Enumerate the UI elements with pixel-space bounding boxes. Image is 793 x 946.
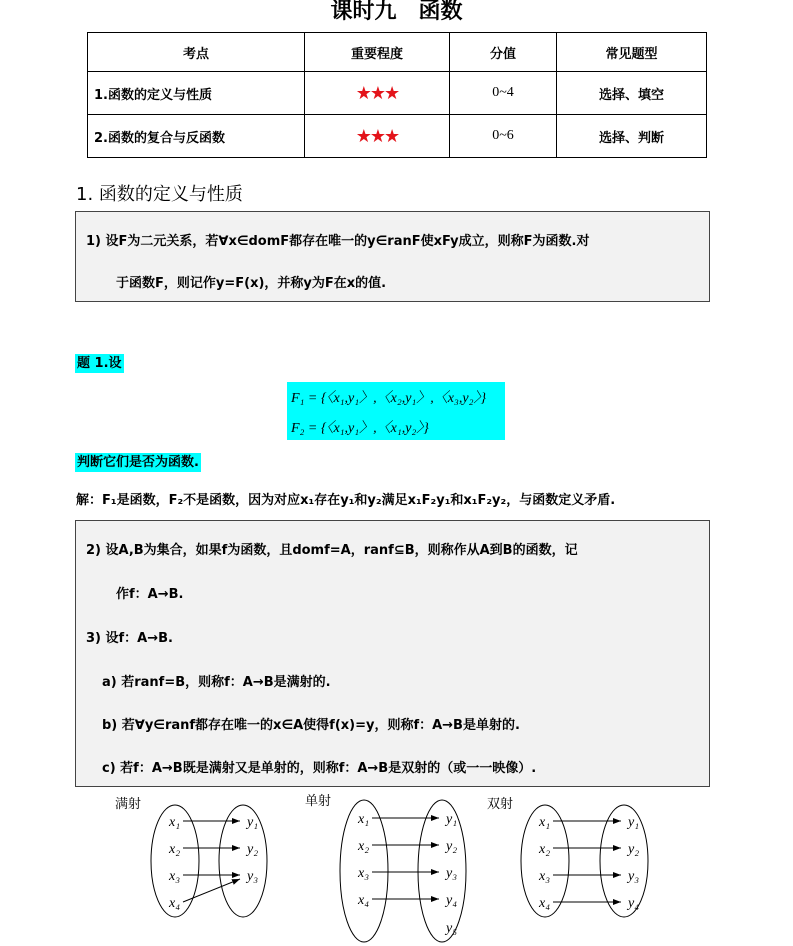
header-topic: 考点: [88, 33, 305, 72]
page-title: 课时九 函数: [330, 0, 463, 24]
section-heading: 1. 函数的定义与性质: [76, 184, 243, 205]
bijection-def: c) 若f：A→B既是满射又是单射的，则称f：A→B是双射的（或一一映像）.: [102, 761, 537, 776]
codomain-ellipse: [600, 805, 648, 917]
solution-text: 解：F₁是函数，F₂不是函数，因为对应x₁存在y₁和y₂满足x₁F₂y₁和x₁F₂y₂，与函数定义矛盾.: [76, 493, 616, 508]
definition-line: 2) 设A,B为集合，如果f为函数，且domf=A，ranf⊆B，则称作从A到B的函数，记: [86, 543, 578, 558]
codomain-element: y₃: [446, 866, 458, 881]
domain-element: x₃: [358, 866, 370, 881]
codomain-element: y₁: [628, 815, 640, 830]
definition-line: 作f：A→B.: [116, 587, 184, 602]
domain-element: x₂: [169, 842, 181, 857]
codomain-element: y₂: [247, 842, 259, 857]
domain-element: x₄: [169, 896, 181, 911]
types-cell: 选择、填空: [557, 72, 707, 115]
table-row: [88, 115, 707, 158]
types-cell: 选择、判断: [557, 115, 707, 158]
domain-element: x₂: [358, 839, 370, 854]
domain-element: x₂: [539, 842, 551, 857]
codomain-element: y₃: [247, 869, 259, 884]
definition-line: 于函数F，则记作y=F(x)，并称y为F在x的值.: [116, 276, 387, 291]
codomain-element: y₄: [446, 893, 458, 908]
inj-diagram-label: 单射: [305, 794, 332, 809]
codomain-ellipse: [219, 805, 267, 917]
mapping-arrow: [183, 879, 240, 902]
formula-box: [287, 382, 505, 440]
domain-element: x₃: [539, 869, 551, 884]
topic-cell: 2.函数的复合与反函数: [88, 115, 305, 158]
domain-element: x₄: [539, 896, 551, 911]
table-header-row: [88, 33, 707, 72]
domain-element: x₁: [358, 812, 370, 827]
table-row: [88, 72, 707, 115]
topic-table: [87, 32, 707, 158]
score-cell: 0~4: [450, 72, 557, 115]
injection-def: b) 若∀y∈ranf都存在唯一的x∈A使得f(x)=y，则称f：A→B是单射的.: [102, 718, 520, 733]
header-types: 常见题型: [557, 33, 707, 72]
domain-element: x₃: [169, 869, 181, 884]
codomain-element: y₅: [446, 921, 458, 936]
codomain-element: y₂: [628, 842, 640, 857]
codomain-element: y₁: [446, 812, 458, 827]
formula-f1: F₁ = {〈x₁,y₁〉,〈x₂,y₁〉,〈x₃,y₂〉}: [291, 391, 487, 406]
surj-diagram-label: 满射: [115, 797, 142, 812]
codomain-element: y₃: [628, 869, 640, 884]
score-cell: 0~6: [450, 115, 557, 158]
codomain-element: y₂: [446, 839, 458, 854]
domain-element: x₁: [169, 815, 181, 830]
star-rating: ★★★: [305, 72, 450, 115]
bij-diagram-label: 双射: [487, 797, 514, 812]
codomain-element: y₄: [628, 896, 640, 911]
surjection-def: a) 若ranf=B，则称f：A→B是满射的.: [102, 675, 331, 690]
header-importance: 重要程度: [305, 33, 450, 72]
definition-box-2: [75, 520, 710, 787]
question-label: 题 1.设: [77, 356, 122, 371]
definition-line: 3) 设f：A→B.: [86, 631, 173, 646]
question-prompt: 判断它们是否为函数.: [77, 455, 199, 470]
formula-f2: F₂ = {〈x₁,y₁〉,〈x₁,y₂〉}: [291, 421, 429, 436]
domain-element: x₄: [358, 893, 370, 908]
definition-line: 1) 设F为二元关系，若∀x∈domF都存在唯一的y∈ranF使xFy成立，则称F为函数.对: [86, 234, 590, 249]
definition-box-1: [75, 211, 710, 302]
topic-cell: 1.函数的定义与性质: [88, 72, 305, 115]
codomain-ellipse: [418, 800, 466, 942]
mapping-diagrams: [0, 790, 793, 946]
header-score: 分值: [450, 33, 557, 72]
star-rating: ★★★: [305, 115, 450, 158]
codomain-element: y₁: [247, 815, 259, 830]
domain-element: x₁: [539, 815, 551, 830]
